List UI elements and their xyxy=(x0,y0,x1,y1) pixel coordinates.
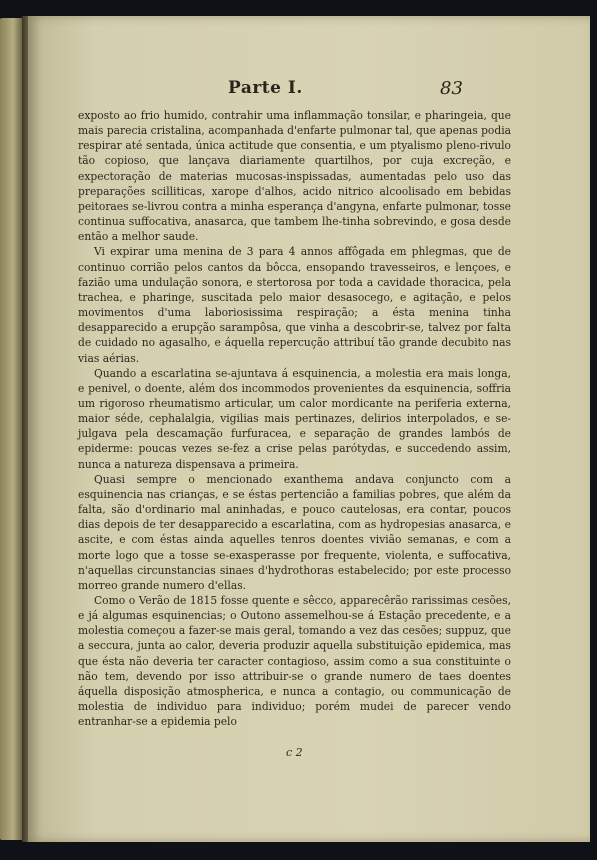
running-head: Parte I. xyxy=(228,78,303,98)
page-number: 83 xyxy=(440,78,463,99)
facing-page-edge xyxy=(0,18,22,840)
signature-mark: c 2 xyxy=(286,746,303,759)
paragraph: Como o Verão de 1815 fosse quente e sêcco, apparecêrão rarissimas cesões, e já algumas esquinencias; o Outono assemelhou-se á Estação precedente, e a molestia começou a fazer-se mais geral, tomando a vez das cesões; suppuz, que a seccura, junta ao calor, deveria produzir aquella substituição epidemica, mas que ésta não deveria ter caracter contagioso, assim como a sua constituinte o não tem, devendo por isso attribuir-se o grande numero de taes doentes áquella disposição atmospherica, e nunca a contagio, ou communicação de molestia de individuo para individuo; porém mudei de parecer vendo entranhar-se a epidemia pelo xyxy=(78,594,511,729)
page-header xyxy=(28,76,590,106)
paragraph: exposto ao frio humido, contrahir uma inflammação tonsilar, e pharingeia, que mais parecia cristalina, acompanhada d'enfarte pulmonar tal, que apenas podia respirar até sentada, única actitude que consentia, e um ptyalismo pleno-rivulo tão copioso, que lançava diariamente quartilhos, por cuja excreção, e expectoração de materias mucosas-inspissadas, aumentadas pelo uso das preparações scilliticas, xarope d'alhos, acido nitrico alcoolisado em bebidas peitoraes se-livrou contra a minha esperança d'angyna, enfarte pulmonar, tosse continua suffocativa, anasarca, que tambem lhe-tinha sobrevindo, e gosa desde então a melhor saude. xyxy=(78,109,511,244)
paragraph: Quando a escarlatina se-ajuntava á esquinencia, a molestia era mais longa, e penivel, o doente, além dos incommodos provenientes da esquinencia, soffria um rigoroso rheumatismo articular, um calor mordicante na periferia externa, maior séde, cephalalgia, vigilias mais pertinazes, delirios interpolados, e se-julgava pela descamação furfuracea, e separação de grandes lambós de epiderme: poucas vezes se-fez a crise pelas parótydas, e succedendo assim, nunca a natureza dispensava a primeira. xyxy=(78,366,511,471)
page-body xyxy=(78,108,511,729)
paragraph: Quasi sempre o mencionado exanthema andava conjuncto com a esquinencia nas crianças, e se éstas pertencião a familias pobres, que além da falta, são d'ordinario mal aninhadas, e pouco cautelosas, era contar, poucos dias depois de ter desapparecido a escarlatina, com as hydropesias anasarca, e ascite, e com éstas ainda aquelles tenros doentes vivião semanas, e com a morte logo que a tosse se-exasperasse por frequente, violenta, e suffocativa, n'aquellas circunstancias sinaes d'hydrothoras estabelecido; por este processo morreo grande numero d'ellas. xyxy=(78,472,511,592)
book-page xyxy=(28,16,590,842)
paragraph: Vi expirar uma menina de 3 para 4 annos affôgada em phlegmas, que de continuo corrião pelos cantos da bôcca, ensopando travesseiros, e lençoes, e fazião uma undulação sonora, e stertorosa por toda a cavidade thoracica, pela trachea, e pharinge, suscitada pelo maior desasocego, e agitação, e pelos movimentos d'uma laboriosissima respiração; a ésta menina tinha desapparecido a erupção sarampôsa, que vinha a descobrir-se, talvez por falta de cuidado no agasalho, e áquella repercução attribuí tão grande decubito nas vias aérias. xyxy=(78,245,511,365)
